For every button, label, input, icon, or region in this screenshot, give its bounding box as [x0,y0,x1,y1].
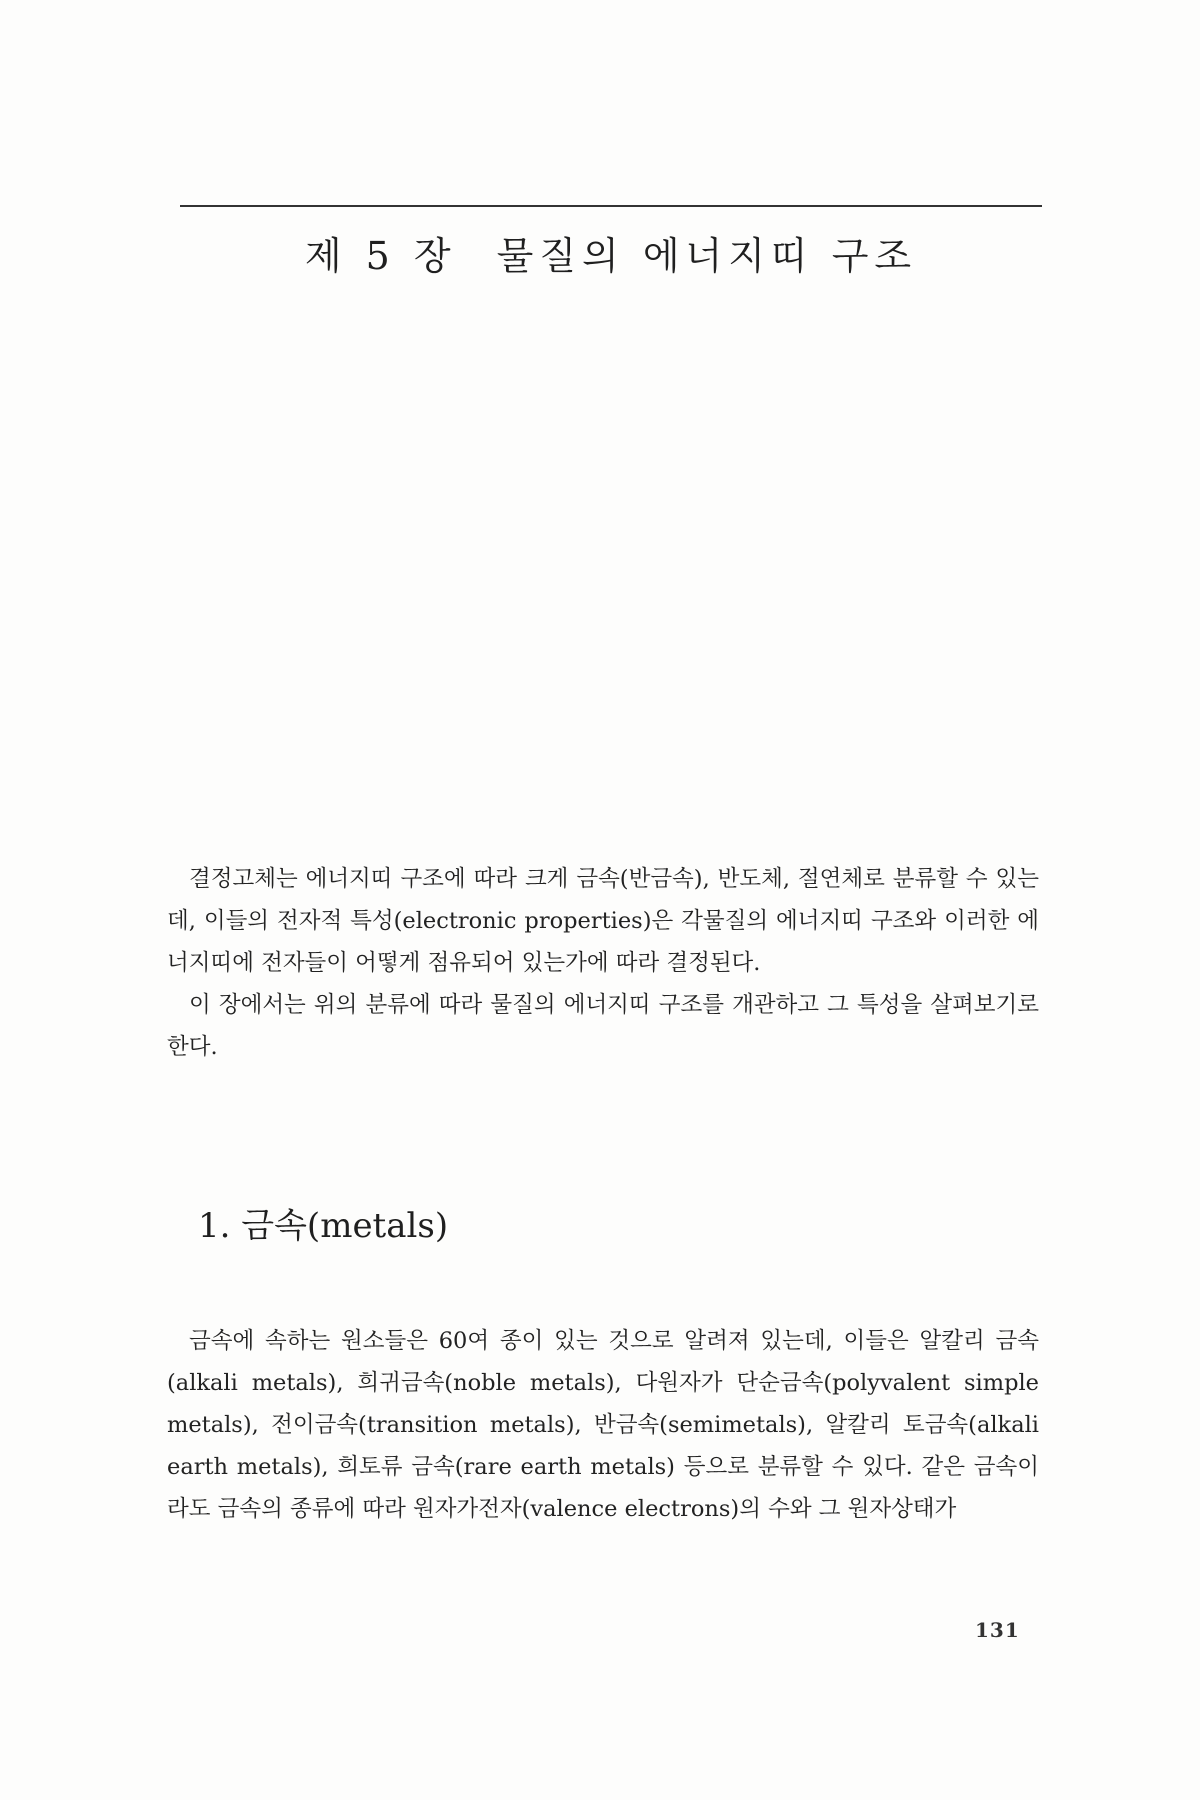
chapter-intro [167,858,1039,1068]
section-heading-metals: 1. 금속(metals) [198,1206,449,1246]
chapter-number: 제 5 장 [304,234,457,278]
section-body-metals [167,1320,1039,1530]
chapter-top-rule [180,205,1042,207]
chapter-title [180,225,1042,280]
intro-paragraph-1: 결정고체는 에너지띠 구조에 따라 크게 금속(반금속), 반도체, 절연체로 분류할 수 있는데, 이들의 전자적 특성(electronic properties)은 각물질의 에너지띠 구조와 이러한 에너지띠에 전자들이 어떻게 점유되어 있는가에 따라 결정된다. [167,866,1039,976]
metals-paragraph: 금속에 속하는 원소들은 60여 종이 있는 것으로 알려져 있는데, 이들은 알칼리 금속(alkali metals), 희귀금속(noble metals), 다원자가 단순금속(polyvalent simple metals), 전이금속(transition metals), 반금속(semimetals), 알칼리 토금속(alkali earth metals), 희토류 금속(rare earth metals) 등으로 분류할 수 있다. 같은 금속이라도 금속의 종류에 따라 원자가전자(valence electrons)의 수와 그 원자상태가 [167,1328,1039,1522]
page-number: 131 [975,1618,1020,1642]
chapter-name: 물질의 에너지띠 구조 [496,234,918,278]
intro-paragraph-2: 이 장에서는 위의 분류에 따라 물질의 에너지띠 구조를 개관하고 그 특성을 살펴보기로 한다. [167,992,1039,1060]
